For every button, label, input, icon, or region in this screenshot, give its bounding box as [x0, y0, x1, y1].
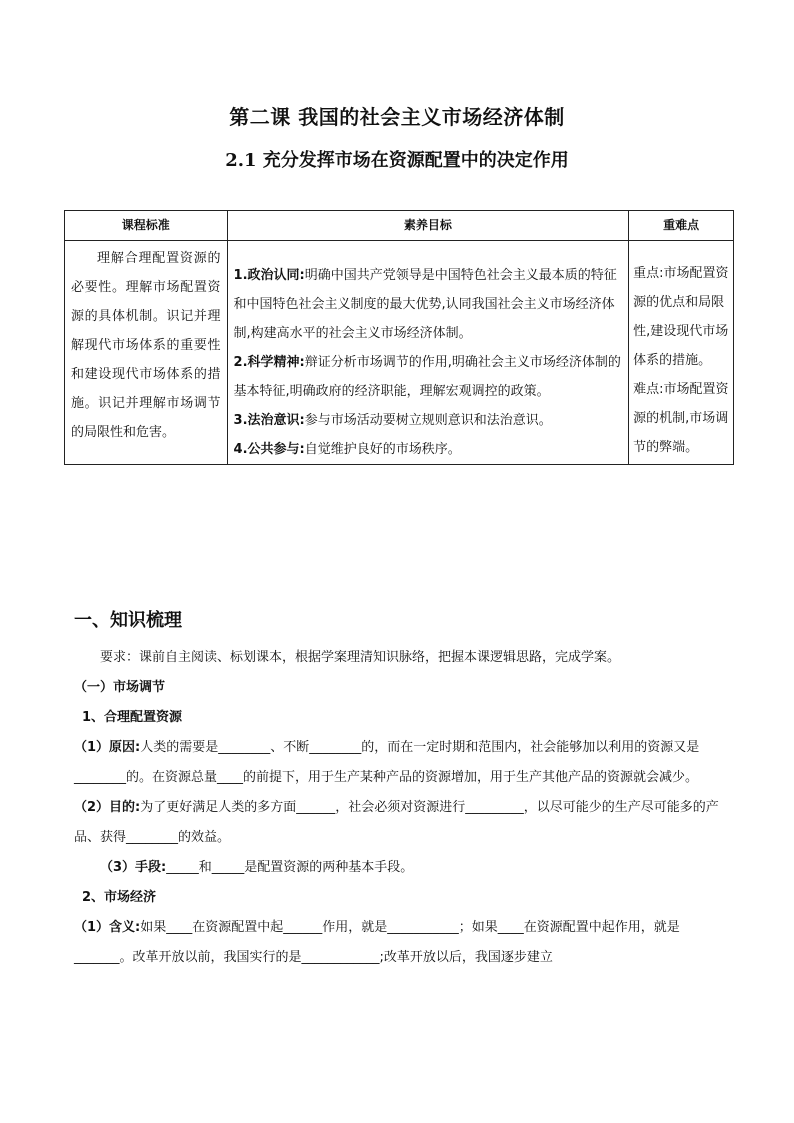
cell-key-points — [629, 241, 734, 465]
table-content-row — [65, 241, 734, 465]
paragraph-text: 为了更好满足人类的多方面______，社会必须对资源进行_________，以尽可能少的生产尽可能多的产品、获得________的效益。 — [74, 800, 719, 845]
goal-label: 3.法治意识: — [233, 413, 305, 428]
paragraph-means — [74, 853, 726, 883]
header-key-points: 重难点 — [629, 211, 734, 241]
paragraph-label: （3）手段: — [100, 860, 167, 875]
paragraph-reason — [74, 733, 726, 793]
goal-label: 4.公共参与: — [233, 442, 305, 457]
difficult-points-text: 难点:市场配置资源的机制,市场调节的弊端。 — [633, 382, 729, 455]
goal-text: 辩证分析市场调节的作用,明确社会主义市场经济体制的基本特征,明确政府的经济职能，理解宏观调控的政策。 — [233, 355, 621, 399]
goal-item — [234, 261, 623, 348]
goal-text: 参与市场活动要树立规则意识和法治意识。 — [304, 413, 552, 428]
subsection-heading: （一）市场调节 — [74, 680, 166, 695]
goal-text: 明确中国共产党领导是中国特色社会主义最本质的特征和中国特色社会主义制度的最大优势,认同我国社会主义市场经济体制,构建高水平的社会主义市场经济体制。 — [233, 268, 617, 341]
header-goals: 素养目标 — [227, 211, 629, 241]
paragraph-text: 人类的需要是________、不断________的，而在一定时期和范围内，社会能够加以利用的资源又是________的。在资源总量____的前提下，用于生产某种产品的资源增加，用于生产其他产品的资源就会减少。 — [74, 740, 700, 785]
standard-text: 理解合理配置资源的必要性。理解市场配置资源的具体机制。识记并理解现代市场体系的重要性和建设现代市场体系的措施。识记并理解市场调节的局限性和危害。 — [71, 251, 221, 440]
section-subtitle: 2.1 充分发挥市场在资源配置中的决定作用 — [225, 150, 569, 171]
cell-standard — [65, 241, 228, 465]
objectives-table — [64, 210, 734, 465]
paragraph-label: （1）含义: — [74, 920, 141, 935]
header-standard: 课程标准 — [65, 211, 228, 241]
goal-item — [234, 435, 623, 464]
paragraph-definition — [74, 913, 726, 973]
key-points-text: 重点:市场配置资源的优点和局限性,建设现代市场体系的措施。 — [633, 266, 729, 368]
paragraph-text: 如果____在资源配置中起______作用，就是___________；如果____在资源配置中起作用，就是_______。改革开放以前，我国实行的是____________;改革开放以后，我国逐步建立 — [74, 920, 680, 965]
paragraph-text: _____和_____是配置资源的两种基本手段。 — [166, 860, 414, 875]
goal-item — [234, 406, 623, 435]
paragraph-label: （1）原因: — [74, 740, 141, 755]
goal-label: 1.政治认同: — [233, 268, 305, 283]
cell-goals — [227, 241, 629, 465]
table-header-row — [65, 211, 734, 241]
item-heading: 1、合理配置资源 — [82, 710, 183, 725]
item-heading: 2、市场经济 — [82, 890, 157, 905]
requirement-text: 要求：课前自主阅读、标划课本，根据学案理清知识脉络，把握本课逻辑思路，完成学案。 — [100, 650, 621, 665]
section-body — [74, 643, 726, 973]
goal-item — [234, 348, 623, 406]
goal-text: 自觉维护良好的市场秩序。 — [304, 442, 461, 457]
goal-label: 2.科学精神: — [233, 355, 305, 370]
lesson-title: 第二课 我国的社会主义市场经济体制 — [229, 105, 565, 129]
paragraph-purpose — [74, 793, 726, 853]
section-heading: 一、知识梳理 — [74, 610, 182, 631]
paragraph-label: （2）目的: — [74, 800, 141, 815]
